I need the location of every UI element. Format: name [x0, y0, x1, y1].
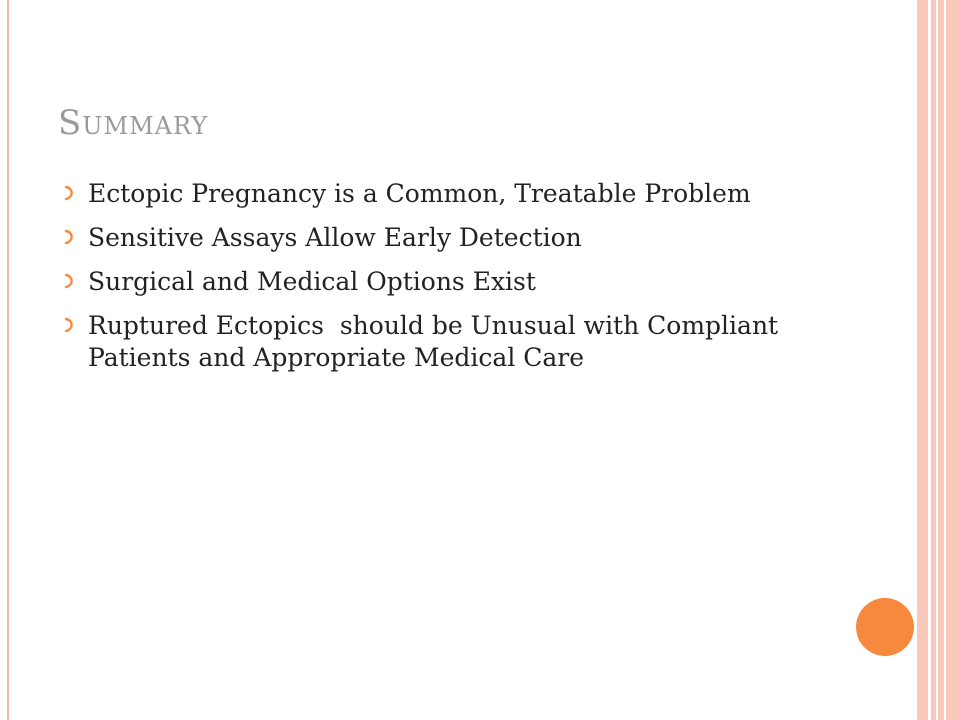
curved-arrow-bullet-icon	[62, 317, 76, 333]
bullet-text: Ectopic Pregnancy is a Common, Treatable Problem	[88, 179, 751, 208]
orange-circle-decoration	[856, 598, 914, 656]
curved-arrow-bullet-icon	[62, 185, 76, 201]
bullet-item	[62, 266, 782, 298]
bullet-list	[62, 178, 787, 386]
bullet-text: Ruptured Ectopics should be Unusual with Compliant Patients and Appropriate Medical Care	[88, 311, 787, 372]
left-border-decoration	[0, 0, 9, 720]
stripe	[917, 0, 928, 720]
bullet-item	[62, 310, 787, 374]
bullet-text: Surgical and Medical Options Exist	[88, 267, 536, 296]
bullet-item	[62, 222, 782, 254]
bullet-text: Sensitive Assays Allow Early Detection	[88, 223, 582, 252]
stripe	[946, 0, 960, 720]
curved-arrow-bullet-icon	[62, 273, 76, 289]
bullet-item	[62, 178, 782, 210]
slide-title: Summary	[58, 103, 209, 143]
curved-arrow-bullet-icon	[62, 229, 76, 245]
right-stripe-decoration	[917, 0, 960, 720]
